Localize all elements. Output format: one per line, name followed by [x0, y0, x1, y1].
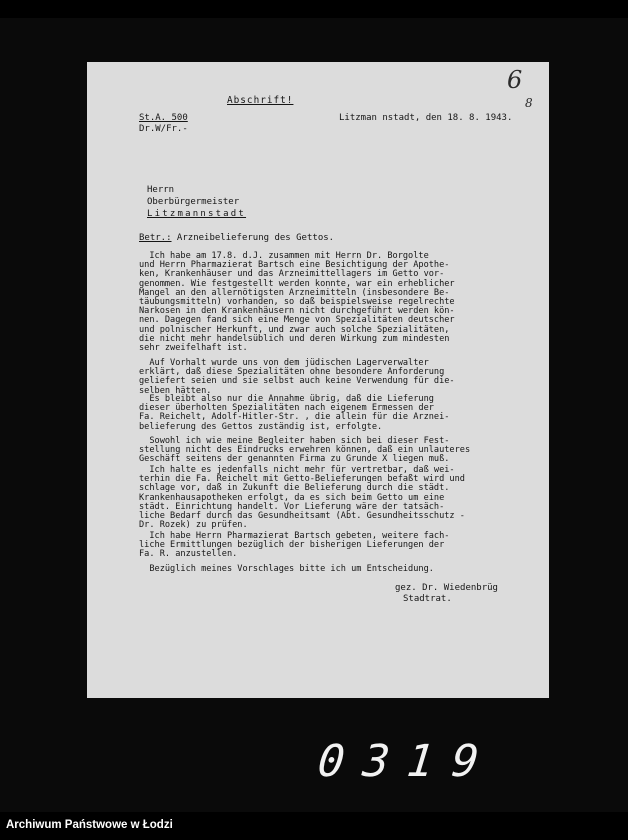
paragraph-line: genommen. Wie festgestellt werden konnte, war ein erheblicher — [139, 278, 455, 289]
paragraph-line: schlage vor, daß in Zukunft die Belieferung durch die städt. — [139, 483, 450, 494]
paragraph-line: städt. Einrichtung handelt. Vor Lieferung wäre der tatsäch- — [139, 501, 445, 512]
paragraph-line: Ich halte es jedenfalls nicht mehr für vertretbar, daß wei- — [139, 465, 455, 475]
paragraph-line: Mangel an den allernötigsten Arzneimitteln (insbesondere Be- — [139, 287, 450, 298]
body-paragraph — [139, 395, 539, 432]
paragraph-line: Dr. Rozek) zu prüfen. — [139, 520, 248, 531]
body-paragraph — [139, 466, 539, 530]
signature-title: Stadtrat. — [403, 594, 452, 604]
paragraph-line: die nicht mehr handelsüblich und deren Wirkung zum mindesten — [139, 333, 450, 344]
subject-text: Arzneibelieferung des Gettos. — [171, 233, 335, 243]
document-heading: Abschrift! — [227, 95, 294, 106]
signature-name: gez. Dr. Wiedenbrüg — [395, 583, 498, 593]
paragraph-line: geliefert seien und sie selbst auch keine Verwendung für die- — [139, 376, 455, 387]
address-line: Herrn — [147, 185, 175, 195]
paragraph-line: erklärt, daß diese Spezialitäten ohne besondere Anforderung — [139, 367, 445, 378]
paragraph-line: ken, Krankenhäuser und das Arzneimittellagers im Getto vor- — [139, 269, 445, 280]
body-paragraph — [139, 532, 539, 560]
body-paragraph — [139, 359, 539, 396]
address-line: Oberbürgermeister — [147, 197, 240, 207]
archive-name: Archiwum Państwowe w Łodzi — [6, 819, 173, 831]
frame-counter-digit: 3 — [359, 736, 392, 787]
reference-number: St.A. 500 — [139, 113, 188, 123]
paragraph-line: Auf Vorhalt wurde uns von dem jüdischen Lagerverwalter — [139, 358, 429, 368]
document-page — [87, 62, 549, 698]
paragraph-line: Sowohl ich wie meine Begleiter haben sich bei dieser Fest- — [139, 436, 450, 446]
paragraph-line: Bezüglich meines Vorschlages bitte ich um Entscheidung. — [139, 564, 434, 574]
frame-counter-digit: 1 — [404, 736, 437, 787]
paragraph-line: Fa. Reichelt, Adolf-Hitler-Str. , die allein für die Arznei- — [139, 412, 450, 423]
paragraph-line: Es bleibt also nur die Annahme übrig, daß die Lieferung — [139, 394, 434, 404]
paragraph-line: Ich habe am 17.8. d.J. zusammen mit Herrn Dr. Borgolte — [139, 251, 429, 261]
subject-label: Betr.: — [139, 233, 172, 243]
handwritten-sub-number: 8 — [525, 96, 533, 110]
frame-counter-digit: 0 — [315, 736, 348, 787]
paragraph-line: liche Bedarf durch das Gesundheitsamt (Abt. Gesundheitsschutz - — [139, 510, 465, 521]
body-paragraph — [139, 565, 539, 574]
frame-counter-digit: 9 — [448, 736, 481, 787]
paragraph-line: Geschäft seitens der genannten Firma zu Grunde X liegen muß. — [139, 454, 450, 465]
body-paragraph — [139, 252, 539, 353]
paragraph-line: nen. Dagegen fand sich eine Menge von Spezialitäten deutscher — [139, 315, 455, 326]
paragraph-line: terhin die Fa. Reichelt mit Getto-Belieferungen befaßt wird und — [139, 474, 465, 485]
paragraph-line: und Herrn Pharmazierat Bartsch eine Besichtigung der Apothe- — [139, 260, 450, 271]
paragraph-line: Ich habe Herrn Pharmazierat Bartsch gebeten, weitere fach- — [139, 531, 450, 541]
reference-initials: Dr.W/Fr.- — [139, 124, 188, 134]
paragraph-line: liche Ermittlungen bezüglich der bisherigen Lieferungen der — [139, 540, 445, 551]
paragraph-line: sehr zweifelhaft ist. — [139, 342, 248, 353]
place-date: Litzman nstadt, den 18. 8. 1943. — [339, 113, 513, 123]
address-city: Litzmannstadt — [147, 209, 247, 219]
paragraph-line: Fa. R. anzustellen. — [139, 549, 238, 560]
paragraph-line: täubungsmitteln) vorhanden, so daß beispielsweise regelrechte — [139, 296, 455, 307]
frame-counter — [315, 736, 481, 787]
paragraph-line: Narkosen in den Krankenhäusern nicht durchgeführt werden kön- — [139, 306, 455, 317]
film-edge — [0, 0, 628, 18]
subject-line — [139, 234, 334, 243]
archive-footer — [0, 812, 628, 840]
body-paragraph — [139, 437, 539, 465]
paragraph-line: stellung nicht des Eindrucks erwehren können, daß ein unlauteres — [139, 445, 471, 456]
paragraph-line: belieferung des Gettos zuständig ist, erfolgte. — [139, 421, 383, 432]
paragraph-line: dieser überholten Spezialitäten nach eigenem Ermessen der — [139, 403, 434, 414]
paragraph-line: und polnischer Herkunft, und zwar auch solche Spezialitäten, — [139, 324, 450, 335]
paragraph-line: selben hätten. — [139, 385, 212, 396]
paragraph-line: Krankenhausapotheken erfolgt, da es sich beim Getto um eine — [139, 492, 445, 503]
handwritten-page-number: 6 — [507, 66, 523, 94]
